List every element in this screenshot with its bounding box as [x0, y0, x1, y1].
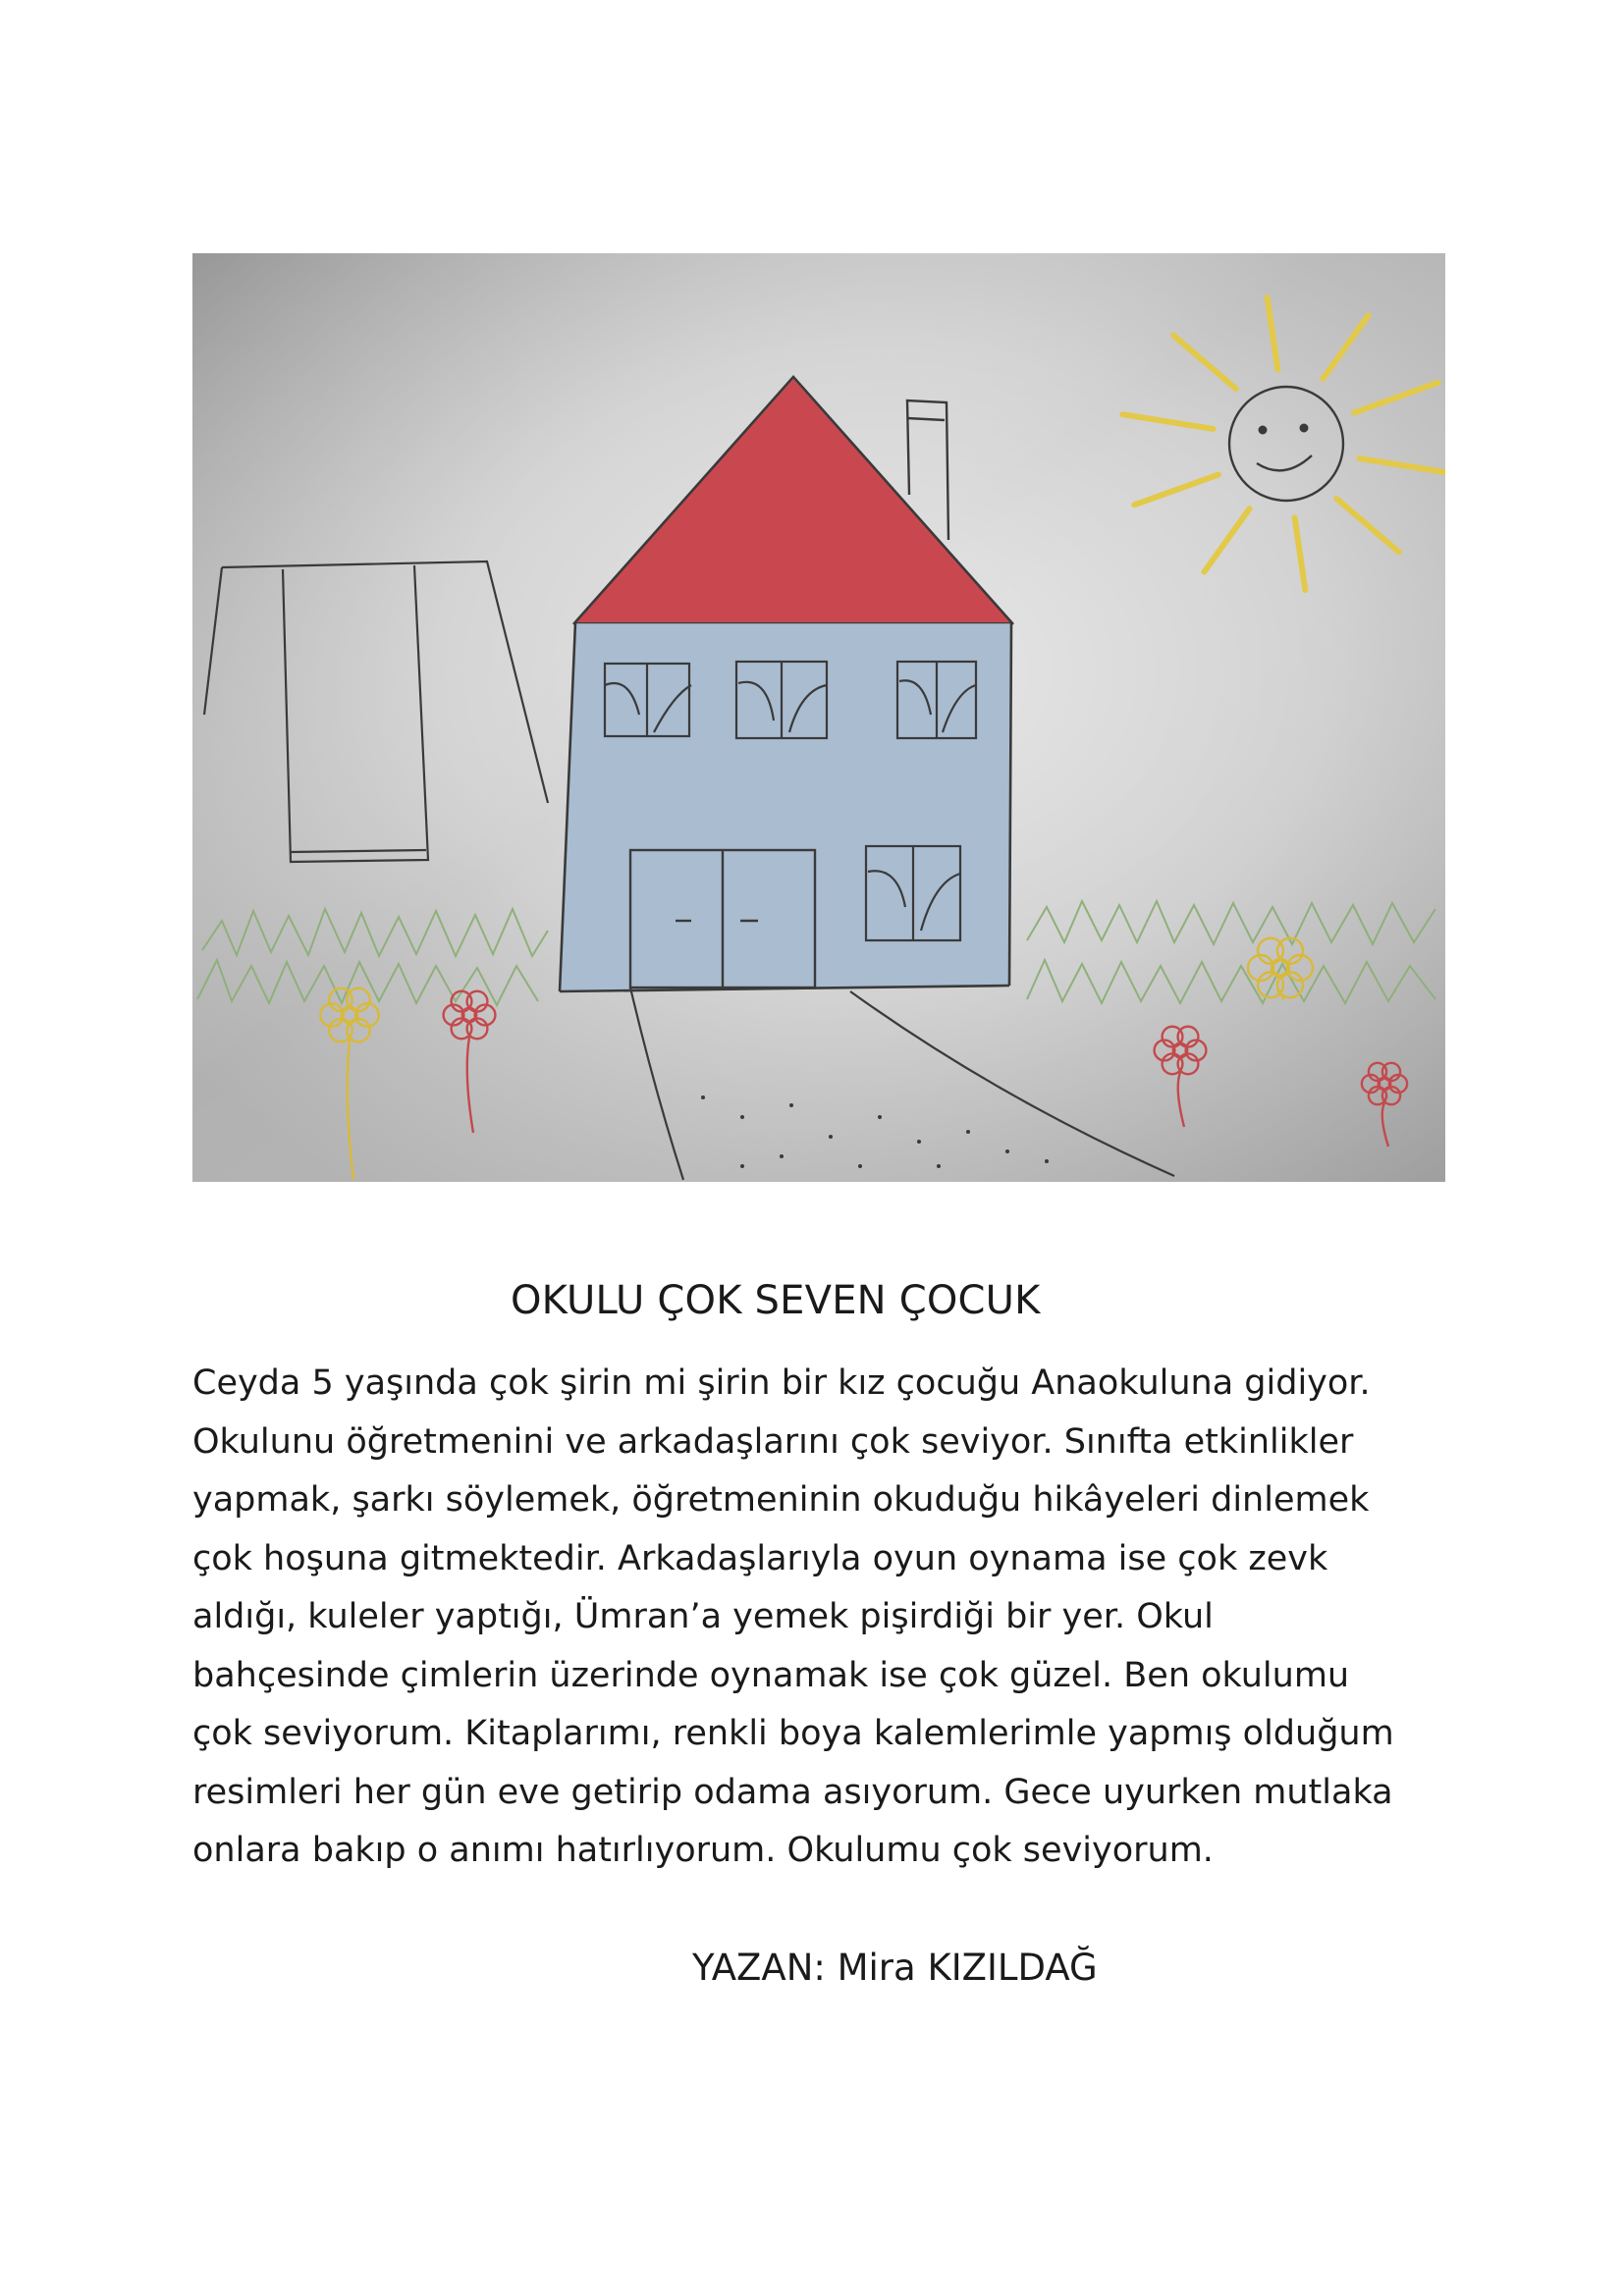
story-line: bahçesinde çimlerin üzerinde oynamak ise çok güzel. Ben okulumu [192, 1655, 1350, 1695]
story-line: onlara bakıp o anımı hatırlıyorum. Okulumu çok seviyorum. [192, 1831, 1214, 1870]
path-dot [1005, 1149, 1009, 1153]
story-line: Okulunu öğretmenini ve arkadaşlarını çok seviyor. Sınıfta etkinlikler [192, 1421, 1354, 1462]
story-line: yapmak, şarkı söylemek, öğretmeninin okuduğu hikâyeleri dinlemek [192, 1480, 1370, 1520]
house-drawing-photo [192, 253, 1445, 1182]
story-line: resimleri her gün eve getirip odama asıyorum. Gece uyurken mutlaka [192, 1772, 1393, 1812]
path-dot [937, 1164, 941, 1168]
path-dot [789, 1103, 793, 1107]
story-line: çok hoşuna gitmektedir. Arkadaşlarıyla oyun oynama ise çok zevk [192, 1538, 1328, 1578]
path-dot [858, 1164, 862, 1168]
story-line: çok seviyorum. Kitaplarımı, renkli boya kalemlerimle yapmış olduğum [192, 1714, 1394, 1753]
story-body [192, 1355, 1459, 1881]
path-dot [740, 1115, 744, 1119]
path-dot [780, 1154, 784, 1158]
story-line: aldığı, kuleler yaptığı, Ümran’a yemek pişirdiği bir yer. Okul [192, 1597, 1214, 1636]
story-line: Ceyda 5 yaşında çok şirin mi şirin bir kız çocuğu Anaokuluna gidiyor. [192, 1363, 1371, 1403]
path-dot [878, 1115, 882, 1119]
path-dot [917, 1140, 921, 1144]
story-title: OKULU ÇOK SEVEN ÇOCUK [511, 1278, 1041, 1323]
path-dot [701, 1095, 705, 1099]
path-dot [966, 1130, 970, 1134]
author-credit: YAZAN: Mira KIZILDAĞ [692, 1947, 1098, 1989]
path-dot [1045, 1159, 1049, 1163]
path-dot [829, 1135, 833, 1139]
house-wall [560, 622, 1011, 991]
path-dot [740, 1164, 744, 1168]
